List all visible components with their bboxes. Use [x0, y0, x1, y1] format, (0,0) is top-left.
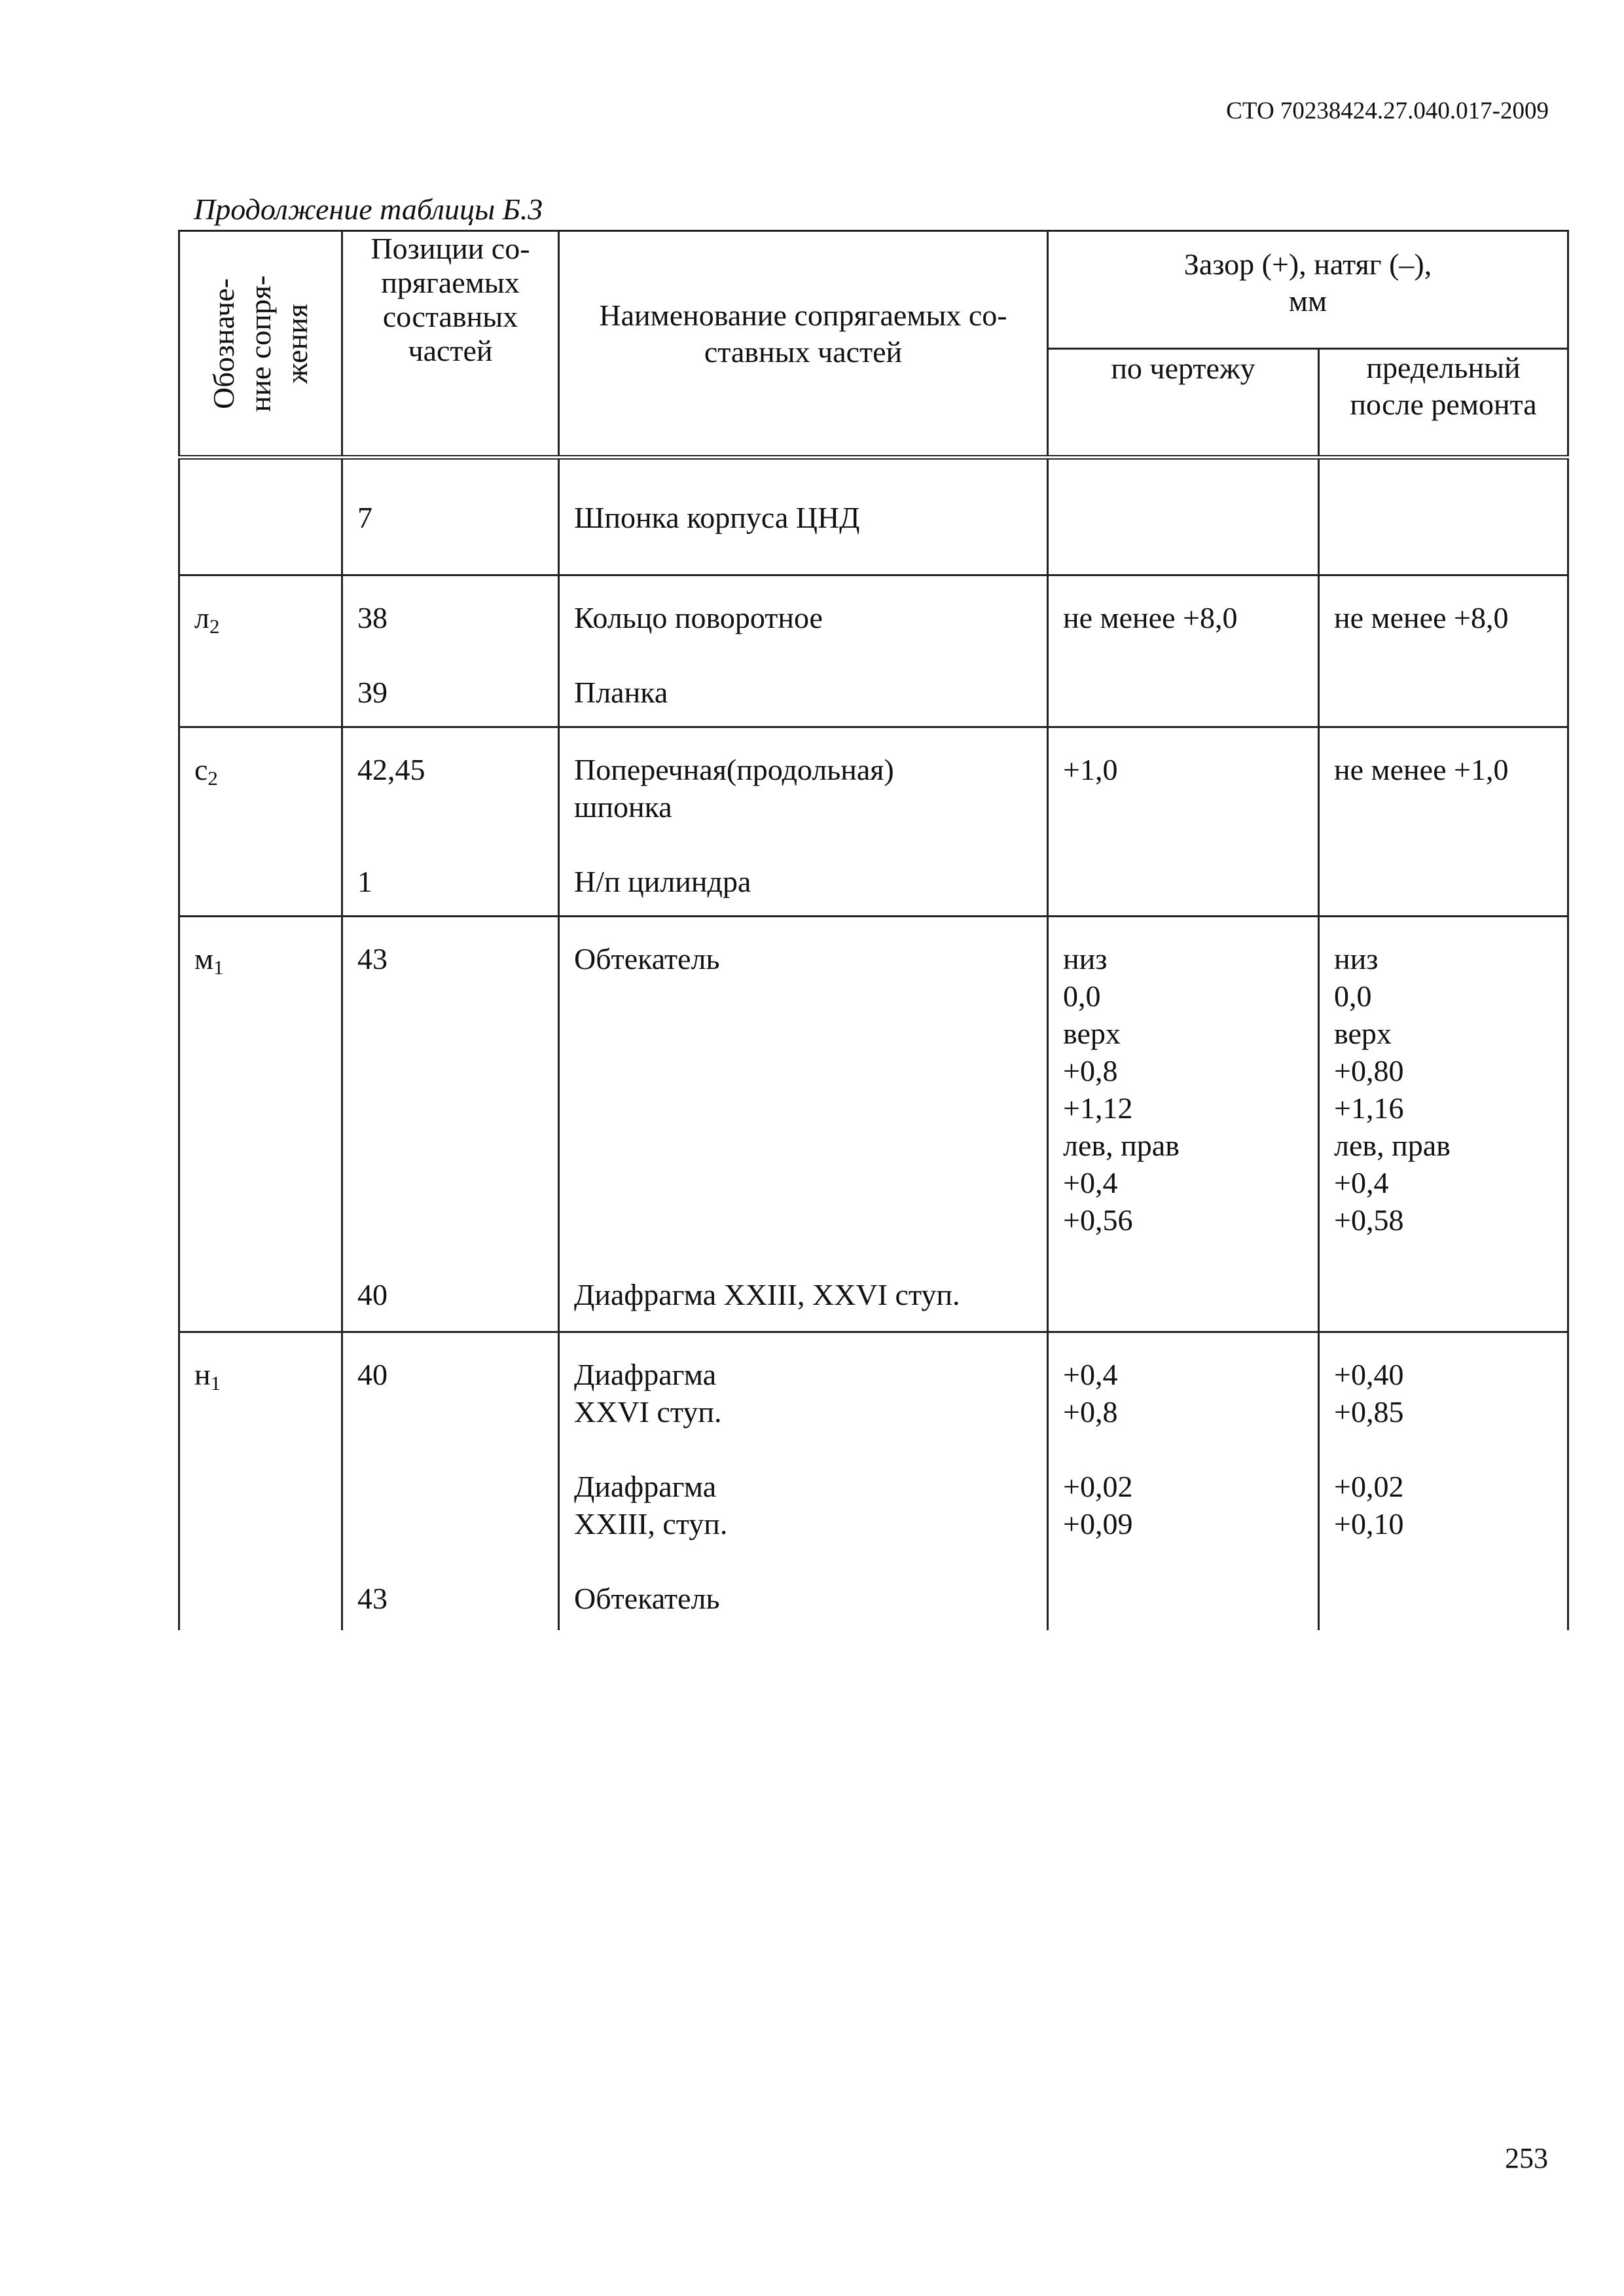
gap-value: 0,0 — [1334, 979, 1372, 1013]
table-row — [179, 727, 1568, 917]
header-designation-line: Обозначе- — [207, 278, 240, 409]
gap-value: +0,58 — [1334, 1203, 1404, 1237]
gap-value: не менее +8,0 — [1334, 601, 1509, 634]
gap-value: +0,02 — [1334, 1470, 1404, 1503]
cell-positions — [342, 727, 559, 917]
gap-value: не менее +1,0 — [1334, 753, 1509, 786]
cell-designation — [179, 458, 342, 575]
gap-value: 0,0 — [1063, 979, 1101, 1013]
gap-value: +0,8 — [1063, 1054, 1118, 1087]
position-value: 7 — [357, 501, 372, 534]
header-positions — [342, 231, 559, 458]
gap-value: +0,4 — [1063, 1358, 1118, 1391]
header-designation-line: жения — [280, 303, 314, 384]
header-name-line: ставных частей — [704, 335, 903, 369]
header-name — [559, 231, 1048, 458]
mating-parts-table — [178, 230, 1567, 1626]
cell-names — [559, 575, 1048, 727]
part-name: XXVI ступ. — [574, 1395, 722, 1429]
cell-limit — [1319, 1332, 1568, 1630]
cell-positions — [342, 1332, 559, 1630]
header-gap-line: мм — [1288, 284, 1327, 318]
header-limit — [1319, 349, 1568, 458]
position-value: 38 — [357, 601, 388, 634]
part-name: Поперечная(продольная) — [574, 753, 894, 786]
gap-value: +1,0 — [1063, 753, 1118, 786]
part-name: Планка — [574, 676, 668, 709]
header-designation — [179, 231, 342, 458]
cell-limit — [1319, 727, 1568, 917]
part-name: шпонка — [574, 790, 672, 824]
gap-value: +0,56 — [1063, 1203, 1133, 1237]
part-name: XXIII, ступ. — [574, 1507, 728, 1540]
gap-value: +0,40 — [1334, 1358, 1404, 1391]
position-value: 43 — [357, 1582, 388, 1615]
part-name: Диафрагма — [574, 1358, 717, 1391]
cell-designation — [179, 1332, 342, 1630]
cell-names — [559, 727, 1048, 917]
position-value: 1 — [357, 865, 372, 898]
header-positions-line: составных — [382, 300, 518, 333]
table-caption: Продолжение таблицы Б.3 — [194, 192, 543, 226]
header-designation-line: ние сопря- — [244, 275, 277, 412]
gap-value: +0,09 — [1063, 1507, 1133, 1540]
cell-limit — [1319, 917, 1568, 1332]
part-name: Обтекатель — [574, 1582, 720, 1615]
header-gap-line: Зазор (+), натяг (–), — [1183, 247, 1432, 281]
part-name: Н/п цилиндра — [574, 865, 751, 898]
gap-value: +1,12 — [1063, 1091, 1133, 1125]
gap-value: верх — [1334, 1017, 1392, 1050]
cell-by-drawing — [1048, 1332, 1319, 1630]
gap-value: низ — [1063, 942, 1108, 975]
designation-value: с2 — [194, 753, 218, 790]
cell-positions — [342, 458, 559, 575]
header-gap — [1048, 231, 1568, 349]
part-name: Обтекатель — [574, 942, 720, 975]
header-positions-line: прягаемых — [381, 266, 520, 299]
gap-value: верх — [1063, 1017, 1121, 1050]
cell-by-drawing — [1048, 917, 1319, 1332]
designation-value: л2 — [194, 601, 220, 638]
position-value: 40 — [357, 1358, 388, 1391]
cell-by-drawing — [1048, 458, 1319, 575]
gap-value: лев, прав — [1334, 1129, 1451, 1162]
cell-designation — [179, 575, 342, 727]
part-name: Кольцо поворотное — [574, 601, 823, 634]
part-name: Диафрагма — [574, 1470, 717, 1503]
cell-limit — [1319, 575, 1568, 727]
table-row — [179, 575, 1568, 727]
document-code: СТО 70238424.27.040.017-2009 — [1226, 98, 1549, 124]
gap-value: низ — [1334, 942, 1379, 975]
gap-value: не менее +8,0 — [1063, 601, 1238, 634]
gap-value: лев, прав — [1063, 1129, 1180, 1162]
header-limit-line: после ремонта — [1350, 388, 1537, 421]
cell-positions — [342, 575, 559, 727]
cell-designation — [179, 727, 342, 917]
gap-value: +0,4 — [1063, 1166, 1118, 1199]
cell-names — [559, 1332, 1048, 1630]
designation-value: н1 — [194, 1358, 221, 1394]
cell-by-drawing — [1048, 575, 1319, 727]
cell-by-drawing — [1048, 727, 1319, 917]
gap-value: +1,16 — [1334, 1091, 1404, 1125]
gap-value: +0,4 — [1334, 1166, 1389, 1199]
gap-value: +0,80 — [1334, 1054, 1404, 1087]
table-row — [179, 917, 1568, 1332]
header-by-drawing: по чертежу — [1048, 349, 1319, 458]
header-positions-line: частей — [408, 334, 493, 367]
part-name: Диафрагма XXIII, XXVI ступ. — [574, 1278, 960, 1311]
part-name: Шпонка корпуса ЦНД — [574, 501, 860, 534]
table-row — [179, 458, 1568, 575]
position-value: 40 — [357, 1278, 388, 1311]
header-name-line: Наименование сопрягаемых со- — [599, 299, 1007, 332]
gap-value: +0,85 — [1334, 1395, 1404, 1429]
position-value: 39 — [357, 676, 388, 709]
cell-limit — [1319, 458, 1568, 575]
position-value: 43 — [357, 942, 388, 975]
table-row — [179, 1332, 1568, 1630]
header-limit-line: предельный — [1366, 351, 1521, 384]
position-value: 42,45 — [357, 753, 425, 786]
page-number: 253 — [1505, 2142, 1548, 2174]
cell-designation — [179, 917, 342, 1332]
cell-positions — [342, 917, 559, 1332]
cell-names — [559, 458, 1048, 575]
designation-value: м1 — [194, 942, 224, 979]
gap-value: +0,8 — [1063, 1395, 1118, 1429]
cell-names — [559, 917, 1048, 1332]
gap-value: +0,10 — [1334, 1507, 1404, 1540]
gap-value: +0,02 — [1063, 1470, 1133, 1503]
header-positions-line: Позиции со- — [370, 232, 530, 265]
